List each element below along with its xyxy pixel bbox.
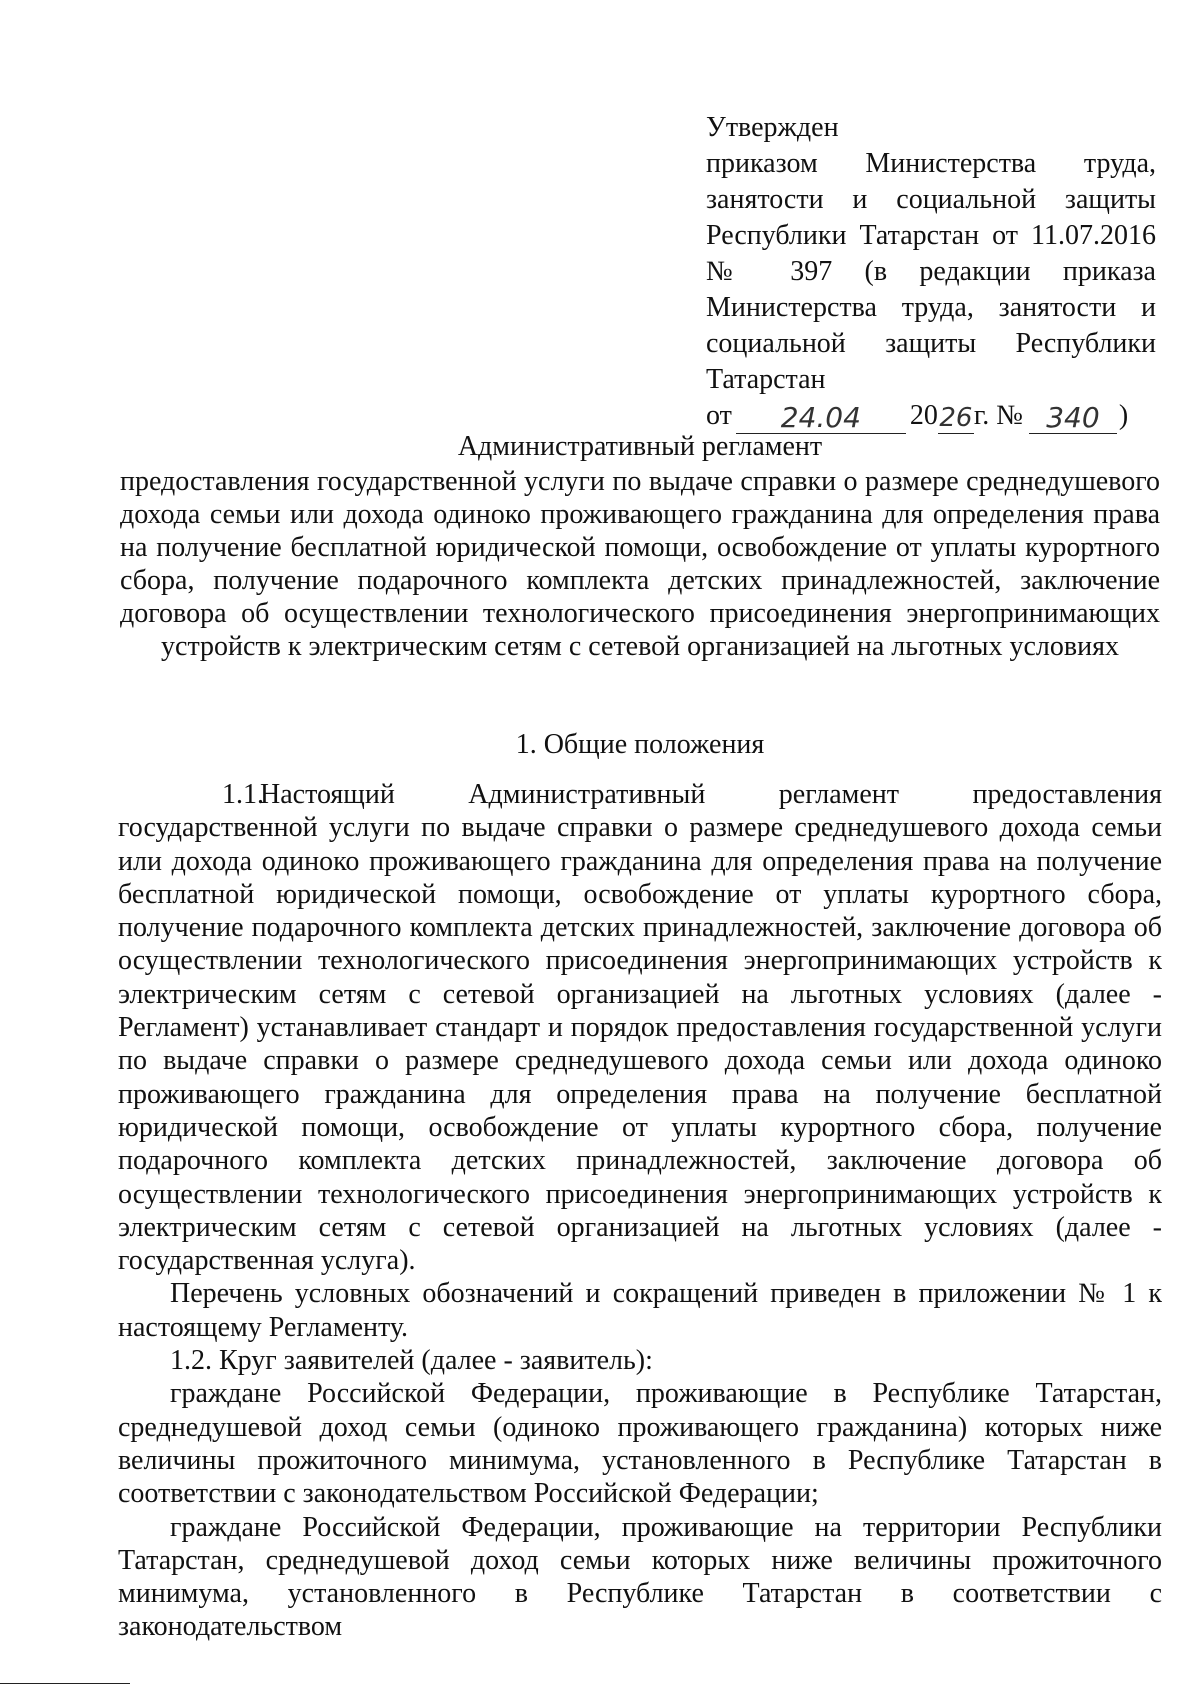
footnote-rule — [0, 1683, 130, 1684]
handwritten-date: 24.04 — [736, 403, 906, 434]
approval-date-line — [706, 398, 1156, 434]
approval-title: Утвержден — [706, 112, 839, 143]
document-subtitle: предоставления государственной услуги по выдаче справки о размере среднедушевого дохода семьи или дохода одиноко проживающего гражданина для определения права на получение бесплатной юридической помощи, освобождение от уплаты курортного сбора, получение подарочного комплекта детских принадлежностей, заключение договора об осуществлении технологического присоединения энергопринимающих устройств к электрическим сетям с сетевой организацией на льготных условиях — [120, 466, 1160, 662]
closing-paren: ) — [1118, 400, 1129, 431]
year-prefix: 20 — [909, 400, 938, 431]
document-title-block — [120, 430, 1160, 663]
paragraph-1-2: 1.2. Круг заявителей (далее - заявитель): — [170, 1345, 653, 1377]
document-body — [118, 778, 1162, 1644]
date-prefix: от — [706, 400, 732, 431]
paragraph-applicants-2: граждане Российской Федерации, проживающие на территории Республики Татарстан, среднедушевой доход семьи которых ниже величины прожиточного минимума, установленного в Республике Татарстан в соответствии с законодательством — [118, 1511, 1162, 1643]
paragraph-abbreviations: Перечень условных обозначений и сокращений приведен в приложении № 1 к настоящему Регламенту. — [118, 1278, 1162, 1343]
section-heading: 1. Общие положения — [515, 729, 765, 760]
approval-stamp-block — [706, 110, 1156, 434]
paragraph-1-1 — [118, 778, 1162, 1277]
approval-text: приказом Министерства труда, занятости и социальной защиты Республики Татарстан от 11.07.2016 № 397 (в редакции приказа Министерства труда, занятости и социальной защиты Республики Татарстан — [706, 148, 1156, 395]
document-title: Административный регламент — [457, 431, 823, 462]
handwritten-year: 26 — [939, 403, 973, 433]
paragraph-1-1-text: Настоящий Административный регламент предоставления государственной услуги по выдаче справки о размере среднедушевого дохода семьи или дохода одиноко проживающего гражданина для определения права на получение бесплатной юридической помощи, освобождение от уплаты курортного сбора, получение подарочного комплекта детских принадлежностей, заключение договора об осуществлении технологического присоединения энергопринимающих устройств к электрическим сетям с сетевой организацией на льготных условиях (далее - Регламент) устанавливает стандарт и порядок предоставления государственной услуги по выдаче справки о размере среднедушевого дохода семьи или дохода одиноко проживающего гражданина для определения права на получение бесплатной юридической помощи, освобождение от уплаты курортного сбора, получение подарочного комплекта детских принадлежностей, заключение договора об осуществлении технологического присоединения энергопринимающих устройств к электрическим сетям с сетевой организацией на льготных условиях (далее - государственная услуга). — [118, 779, 1162, 1277]
paragraph-applicants-1: граждане Российской Федерации, проживающие в Республике Татарстан, среднедушевой доход семьи (одиноко проживающего гражданина) которых ниже величины прожиточного минимума, установленного в Республике Татарстан в соответствии с законодательством Российской Федерации; — [118, 1378, 1162, 1510]
handwritten-number: 340 — [1029, 403, 1117, 434]
paragraph-number: 1.1. — [222, 779, 264, 810]
number-prefix: г. № — [973, 400, 1023, 431]
